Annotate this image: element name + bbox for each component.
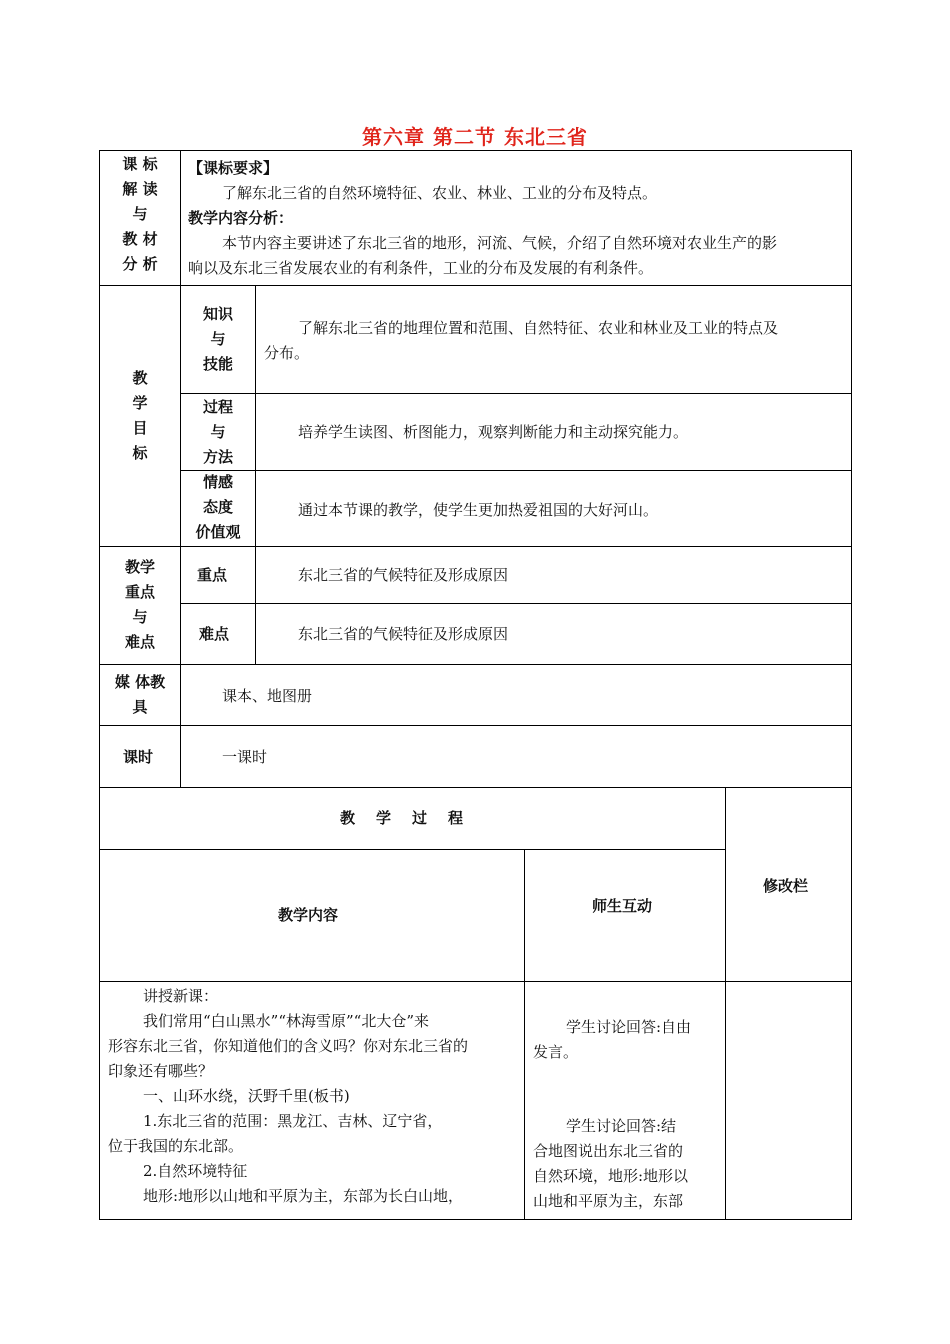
page-title: 第六章 第二节 东北三省 xyxy=(362,125,588,149)
focus-label: 教学 重点 与 难点 xyxy=(124,558,155,651)
difficulty-text: 东北三省的气候特征及形成原因 xyxy=(298,625,509,643)
knowledge-text: 分布。 xyxy=(264,344,310,362)
process-heading: 教 学 过 程 xyxy=(340,809,467,827)
interaction-line: 山地和平原为主，东部 xyxy=(533,1192,684,1210)
interaction-line: 合地图说出东北三省的 xyxy=(533,1142,684,1160)
difficulty-label: 难点 xyxy=(199,625,230,643)
process-text: 培养学生读图、析图能力，观察判断能力和主动探究能力。 xyxy=(298,423,689,441)
process-label: 过程 与 方法 xyxy=(202,398,233,466)
emotion-label: 情感 态度 价值观 xyxy=(195,473,241,541)
interaction-column-header: 师生互动 xyxy=(592,897,653,915)
revise-body-cell xyxy=(725,981,852,1220)
course-analysis-label: 课 标 解 读 与 教 材 分 析 xyxy=(122,155,158,273)
interaction-line: 自然环境，地形:地形以 xyxy=(533,1167,689,1185)
content-line: 印象还有哪些？ xyxy=(108,1062,214,1080)
requirement-text: 了解东北三省的自然环境特征、农业、林业、工业的分布及特点。 xyxy=(222,184,658,202)
knowledge-label: 知识 与 技能 xyxy=(202,305,233,373)
interaction-line: 发言。 xyxy=(533,1043,579,1061)
content-line: 地形:地形以山地和平原为主，东部为长白山地， xyxy=(143,1187,464,1205)
key-point-text: 东北三省的气候特征及形成原因 xyxy=(298,566,509,584)
period-text: 一课时 xyxy=(222,748,268,766)
content-column-header: 教学内容 xyxy=(278,906,339,924)
requirement-heading: 【课标要求】 xyxy=(188,159,279,177)
emotion-text: 通过本节课的教学，使学生更加热爱祖国的大好河山。 xyxy=(298,501,659,519)
period-label: 课时 xyxy=(123,748,154,766)
content-analysis-heading: 教学内容分析： xyxy=(188,209,294,227)
content-line: 位于我国的东北部。 xyxy=(108,1137,244,1155)
media-label: 媒 体教 具 xyxy=(114,673,166,716)
knowledge-text: 了解东北三省的地理位置和范围、自然特征、农业和林业及工业的特点及 xyxy=(298,319,779,337)
content-line: 讲授新课： xyxy=(143,987,219,1005)
interaction-line: 学生讨论回答:自由 xyxy=(566,1018,692,1036)
key-point-label: 重点 xyxy=(197,566,228,584)
content-line: 2.自然环境特征 xyxy=(143,1162,248,1180)
media-text: 课本、地图册 xyxy=(222,687,313,705)
content-line: 形容东北三省，你知道他们的含义吗？你对东北三省的 xyxy=(108,1037,469,1055)
interaction-line: 学生讨论回答:结 xyxy=(566,1117,677,1135)
goals-label: 教 学 目 标 xyxy=(132,369,148,462)
content-line: 一、山环水绕，沃野千里(板书) xyxy=(143,1087,350,1105)
revise-column-header: 修改栏 xyxy=(763,877,809,895)
content-analysis-line: 响以及东北三省发展农业的有利条件，工业的分布及发展的有利条件。 xyxy=(188,259,654,277)
content-line: 1.东北三省的范围：黑龙江、吉林、辽宁省， xyxy=(143,1112,443,1130)
period-content-cell xyxy=(180,725,852,788)
content-line: 我们常用“白山黑水”“林海雪原”“北大仓”来 xyxy=(143,1012,430,1030)
content-analysis-line: 本节内容主要讲述了东北三省的地形，河流、气候，介绍了自然环境对农业生产的影 xyxy=(222,234,778,252)
